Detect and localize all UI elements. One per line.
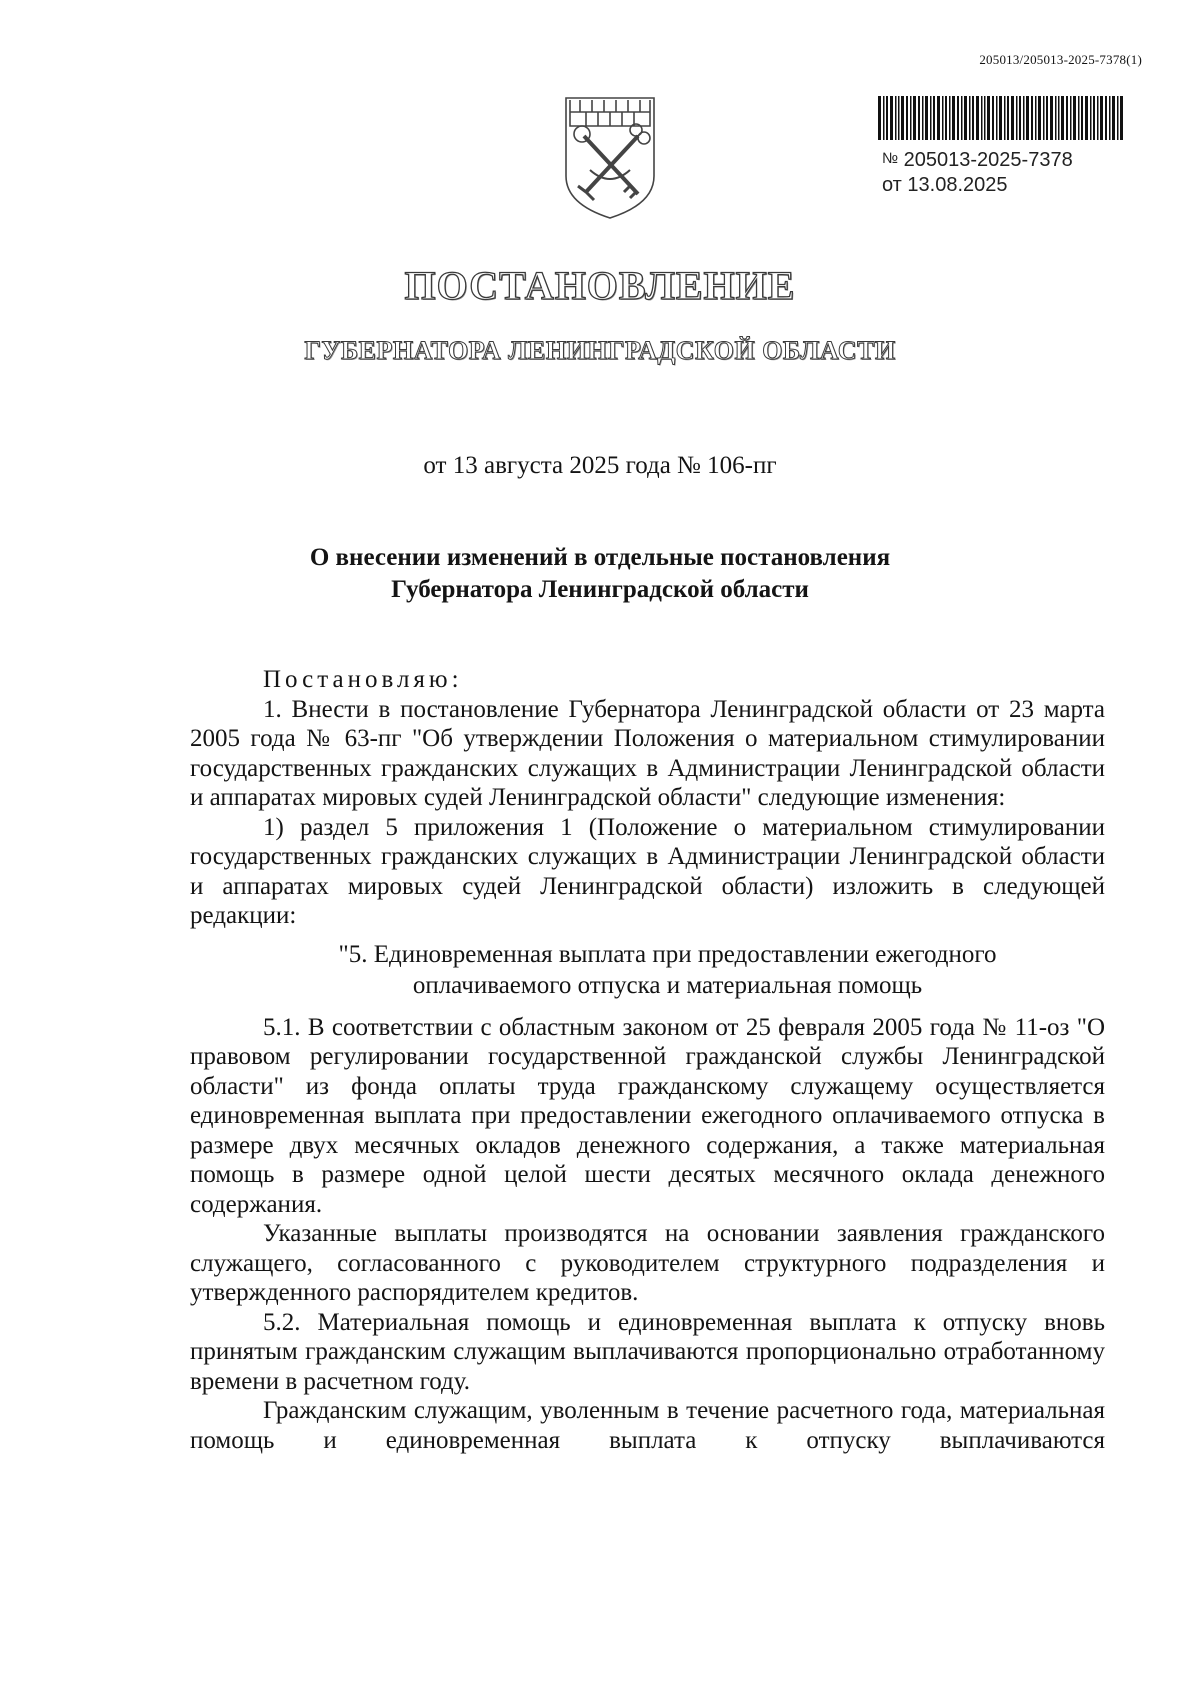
decree-word: Постановляю: [263, 666, 463, 693]
decree-date-number: от 13 августа 2025 года № 106-пг [423, 452, 777, 479]
paragraph-dismissed: Гражданским служащим, уволенным в течение расчетного года, материальная помощь и единовременная выплата к отпуску выплачиваются [190, 1397, 1105, 1454]
document-type-title: ПОСТАНОВЛЕНИЕ [404, 263, 796, 308]
barcode-bar [1109, 96, 1111, 140]
barcode-bar [925, 96, 928, 140]
barcode-bar [1100, 96, 1103, 140]
registration-number [882, 146, 1073, 173]
paragraph-payments: Указанные выплаты производятся на основании заявления гражданского служащего, согласованного с руководителем структурного подразделения и утвержденного распорядителем кредитов. [190, 1220, 1105, 1306]
barcode-bar [1019, 96, 1021, 140]
barcode-bar [1031, 96, 1033, 140]
barcode-bar [1066, 96, 1068, 140]
issuer-title: ГУБЕРНАТОРА ЛЕНИНГРАДСКОЙ ОБЛАСТИ [304, 336, 896, 365]
barcode-bar [1085, 96, 1088, 140]
section-heading-line-2: оплачиваемого отпуска и материальная помощь [412, 971, 923, 999]
barcode-bar [942, 96, 944, 140]
barcode-bar [1055, 96, 1057, 140]
barcode-bar [981, 96, 983, 140]
barcode-bar [1117, 96, 1119, 140]
barcode-bar [969, 96, 971, 140]
registration-number-value: 205013-2025-7378 [903, 149, 1073, 171]
subject-line-1: О внесении изменений в отдельные постановления [309, 544, 891, 571]
document-reference: 205013/205013-2025-7378(1) [979, 52, 1142, 67]
barcode-bar [1078, 96, 1080, 140]
barcode-bar [922, 96, 924, 140]
barcode-bar [883, 96, 885, 140]
barcode-bar [933, 96, 935, 140]
decree-body [190, 665, 1105, 1455]
barcode-bar [886, 96, 888, 140]
registration-date: от 13.08.2025 [882, 174, 1008, 196]
section-heading-line-1: "5. Единовременная выплата при предоставлении ежегодного [338, 940, 997, 968]
barcode-bar [1035, 96, 1037, 140]
barcode-bar [898, 96, 900, 140]
decree-subject [0, 542, 1200, 606]
barcode-bar [976, 96, 979, 140]
barcode-bar [1016, 96, 1018, 140]
barcode-bar [878, 96, 881, 140]
barcode-bar [952, 96, 955, 140]
barcode-icon [878, 96, 1124, 140]
barcode-bar [972, 96, 974, 140]
barcode-bar [999, 96, 1002, 140]
paragraph-1: 1. Внести в постановление Губернатора Ленинградской области от 23 марта 2005 года № 63-пг "Об утверждении Положения о материальном стимулировании государственных гражданских служащих в Администрации Ленинградской области и аппаратах мировых судей Ленинградской области" следующие изменения: [190, 695, 1105, 811]
barcode-bar [1004, 96, 1006, 140]
barcode-bar [984, 96, 986, 140]
paragraph-5-1: 5.1. В соответствии с областным законом от 25 февраля 2005 года № 11-оз "О правовом регулировании государственной гражданской службы Ленинградской области" из фонда оплаты труда гражданскому служащему осуществляется единовременная выплата при предоставлении ежегодного оплачиваемого отпуска в размере двух месячных окладов денежного содержания, а также материальная помощь в размере одной целой шести десятых месячного оклада денежного содержания. [190, 1013, 1105, 1218]
barcode-bar [1026, 96, 1029, 140]
section-heading [190, 939, 1105, 1001]
barcode-bar [1070, 96, 1072, 140]
barcode-bar [1093, 96, 1095, 140]
barcode-bar [1081, 96, 1083, 140]
barcode-bar [1097, 96, 1099, 140]
barcode-bar [1007, 96, 1009, 140]
barcode-bar [890, 96, 893, 140]
barcode-bar [1105, 96, 1107, 140]
barcode-bar [1046, 96, 1048, 140]
barcode-bar [961, 96, 963, 140]
barcode-bar [1090, 96, 1092, 140]
coat-of-arms-icon [560, 92, 660, 222]
barcode-bar [930, 96, 932, 140]
barcode-bar [901, 96, 904, 140]
barcode-bar [987, 96, 990, 140]
paragraph-2: 1) раздел 5 приложения 1 (Положение о материальном стимулировании государственных гражданских служащих в Администрации Ленинградской области и аппаратах мировых судей Ленинградской области) изложить в следующей редакции: [190, 813, 1105, 929]
number-mark: № [882, 150, 899, 167]
barcode-bar [895, 96, 897, 140]
barcode-bar [937, 96, 940, 140]
barcode-bar [1058, 96, 1060, 140]
barcode-bar [1061, 96, 1064, 140]
barcode-bar [945, 96, 947, 140]
barcode-bar [957, 96, 959, 140]
barcode-bar [1043, 96, 1045, 140]
barcode-bar [996, 96, 998, 140]
registration-block [882, 146, 1073, 198]
barcode-bar [910, 96, 912, 140]
paragraph-5-2: 5.2. Материальная помощь и единовременная выплата к отпуску вновь принятым гражданским служащим выплачиваются пропорционально отработанному времени в расчетном году. [190, 1308, 1105, 1395]
barcode-bar [906, 96, 908, 140]
barcode-bar [964, 96, 967, 140]
barcode-bar [1038, 96, 1041, 140]
subject-line-2: Губернатора Ленинградской области [391, 576, 809, 603]
barcode-bar [1023, 96, 1025, 140]
barcode-bar [949, 96, 951, 140]
barcode-bar [1050, 96, 1053, 140]
barcode-bar [918, 96, 920, 140]
barcode-bar [1073, 96, 1076, 140]
barcode-bar [992, 96, 994, 140]
barcode-bar [1120, 96, 1123, 140]
barcode-bar [1112, 96, 1115, 140]
barcode-bar [1011, 96, 1014, 140]
barcode-bar [913, 96, 916, 140]
